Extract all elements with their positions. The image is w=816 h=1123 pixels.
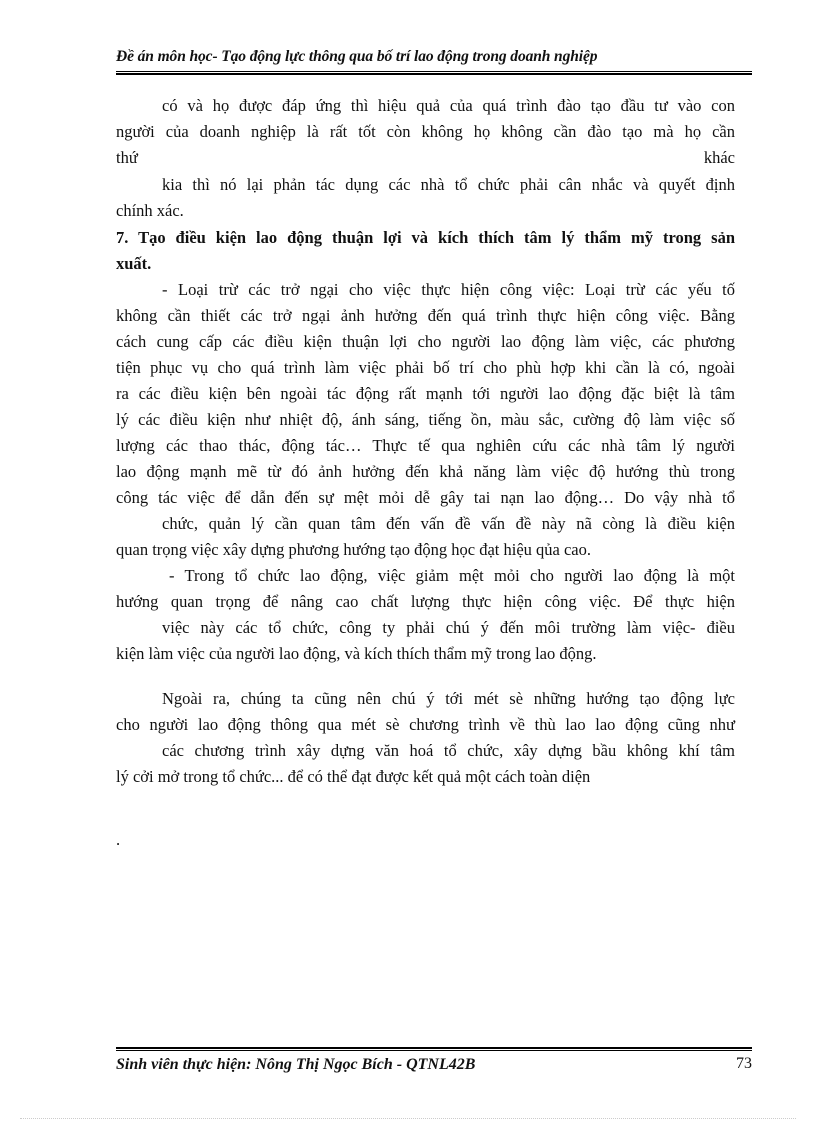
body-line-25: các chương trình xây dựng văn hoá tổ chức, xây dựng bầu không khí tâm bbox=[162, 741, 735, 760]
page-header-title: Đề án môn học- Tạo động lực thông qua bố trí lao động trong doanh nghiệp bbox=[116, 48, 598, 65]
body-line-11: tiện phục vụ cho quá trình làm việc phải bố trí cho phù hợp khi cần là có, ngoài bbox=[116, 358, 735, 377]
body-line-3-left: thứ bbox=[116, 148, 138, 167]
body-line-10: cách cung cấp các điều kiện thuận lợi cho người lao động làm việc, các phương bbox=[116, 332, 735, 351]
body-line-21: việc này các tổ chức, công ty phải chú ý đến môi trường làm việc- điều bbox=[162, 618, 735, 637]
body-line-17: chức, quản lý cần quan tâm đến vấn đề vấn đề này nã còng là điều kiện bbox=[162, 514, 735, 533]
page-edge-divider bbox=[20, 1118, 796, 1119]
footer-author: Sinh viên thực hiện: Nông Thị Ngọc Bích - QTNL42B bbox=[116, 1056, 476, 1073]
section-heading-7-cont: xuất. bbox=[116, 254, 152, 273]
body-line-16: công tác việc để dẫn đến sự mệt mỏi dễ gây tai nạn lao động… Do vậy nhà tổ bbox=[116, 488, 735, 507]
body-line-19: - Trong tổ chức lao động, việc giảm mệt mỏi cho người lao động là một bbox=[169, 566, 735, 585]
body-line-24: cho người lao động thông qua mét sè chương trình về thù lao lao động cũng như bbox=[116, 715, 735, 734]
trailing-period: . bbox=[116, 830, 121, 849]
body-line-26: lý cởi mở trong tổ chức... để có thể đạt được kết quả một cách toàn diện bbox=[116, 767, 591, 786]
body-line-9: không cần thiết các trở ngại ảnh hưởng đến quá trình thực hiện công việc. Bằng bbox=[116, 306, 735, 325]
body-line-13: lý các điều kiện như nhiệt độ, ánh sáng, tiếng ồn, màu sắc, cường độ làm việc số bbox=[116, 410, 735, 429]
header-double-rule bbox=[116, 71, 752, 75]
body-line-3-right: khác bbox=[703, 148, 735, 167]
body-line-8: - Loại trừ các trở ngại cho việc thực hiện công việc: Loại trừ các yếu tố bbox=[162, 280, 735, 299]
body-line-12: ra các điều kiện bên ngoài tác động rất mạnh tới người lao động đặc biệt là tâm bbox=[116, 384, 735, 403]
body-line-5: chính xác. bbox=[116, 201, 184, 220]
body-line-4: kia thì nó lại phản tác dụng các nhà tổ chức phải cân nhắc và quyết định bbox=[162, 175, 735, 194]
footer-double-rule bbox=[116, 1047, 752, 1051]
body-line-14: lượng các thao thác, động tác… Thực tế qua nghiên cứu các nhà tâm lý người bbox=[116, 436, 735, 455]
body-line-2: người của doanh nghiệp là rất tốt còn không họ không cần đào tạo mà họ cần bbox=[116, 122, 735, 141]
page-number: 73 bbox=[736, 1055, 752, 1072]
body-line-20: hướng quan trọng để nâng cao chất lượng thực hiện công việc. Để thực hiện bbox=[116, 592, 735, 611]
body-line-15: lao động mạnh mẽ từ đó ảnh hưởng đến khả năng làm việc độ hướng thù trong bbox=[116, 462, 735, 481]
body-line-1: có và họ được đáp ứng thì hiệu quả của quá trình đào tạo đầu tư vào con bbox=[162, 96, 735, 115]
body-line-23: Ngoài ra, chúng ta cũng nên chú ý tới mét sè những hướng tạo động lực bbox=[162, 689, 735, 708]
body-line-22: kiện làm việc của người lao động, và kích thích thẩm mỹ trong lao động. bbox=[116, 644, 597, 663]
body-line-18: quan trọng việc xây dựng phương hướng tạo động học đạt hiệu qủa cao. bbox=[116, 540, 592, 559]
section-heading-7: 7. Tạo điều kiện lao động thuận lợi và kích thích tâm lý thẩm mỹ trong sản bbox=[116, 228, 735, 247]
